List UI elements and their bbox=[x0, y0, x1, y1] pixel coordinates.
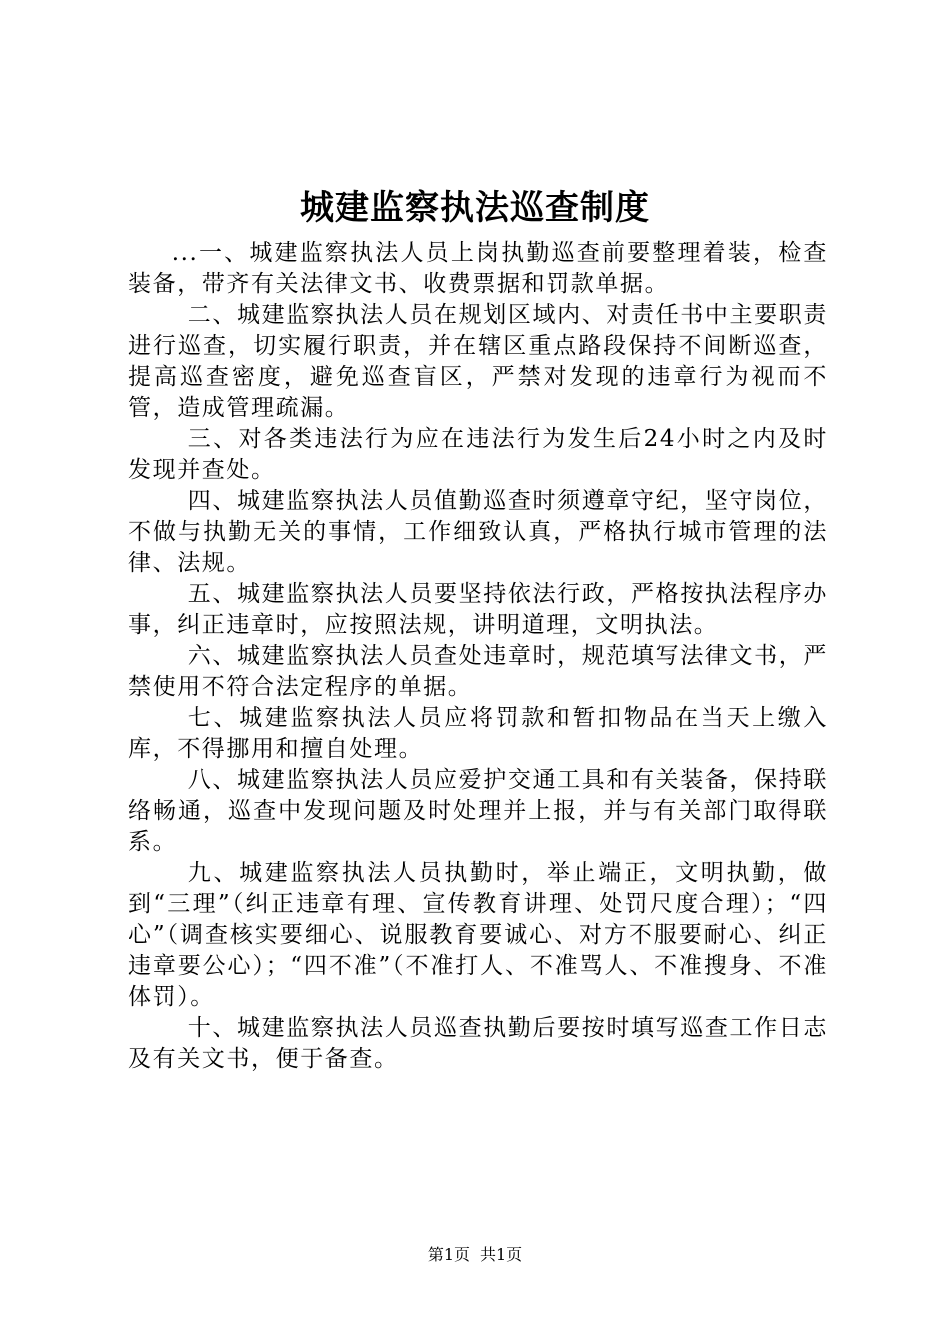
paragraph-1: ...一、城建监察执法人员上岗执勤巡查前要整理着装，检查装备，带齐有关法律文书、收费票据和罚款单据。 bbox=[128, 240, 828, 297]
paragraph-2: 二、城建监察执法人员在规划区域内、对责任书中主要职责进行巡查，切实履行职责，并在辖区重点路段保持不间断巡查，提高巡查密度，避免巡查盲区，严禁对发现的违章行为视而不管，造成管理疏漏。 bbox=[128, 302, 828, 421]
page-number: 第1页 bbox=[427, 1245, 470, 1264]
paragraph-4: 四、城建监察执法人员值勤巡查时须遵章守纪，坚守岗位，不做与执勤无关的事情，工作细致认真，严格执行城市管理的法律、法规。 bbox=[128, 488, 828, 576]
paragraph-5: 五、城建监察执法人员要坚持依法行政，严格按执法程序办事，纠正违章时，应按照法规，讲明道理，文明执法。 bbox=[128, 581, 828, 638]
paragraph-9: 九、城建监察执法人员执勤时，举止端正，文明执勤，做到“三理”（纠正违章有理、宣传教育讲理、处罚尺度合理）；“四心”（调查核实要细心、说服教育要诚心、对方不服要耐心、纠正违章要公心）；“四不准”（不准打人、不准骂人、不准搜身、不准体罚）。 bbox=[128, 860, 828, 1010]
document-title: 城建监察执法巡查制度 bbox=[300, 188, 650, 228]
document-body bbox=[128, 238, 828, 1075]
paragraph-8: 八、城建监察执法人员应爱护交通工具和有关装备，保持联络畅通，巡查中发现问题及时处理并上报，并与有关部门取得联系。 bbox=[128, 767, 828, 855]
paragraph-7: 七、城建监察执法人员应将罚款和暂扣物品在当天上缴入库，不得挪用和擅自处理。 bbox=[128, 705, 828, 762]
page-footer bbox=[0, 1244, 950, 1266]
paragraph-6: 六、城建监察执法人员查处违章时，规范填写法律文书，严禁使用不符合法定程序的单据。 bbox=[128, 643, 828, 700]
paragraph-3: 三、对各类违法行为应在违法行为发生后24小时之内及时发现并查处。 bbox=[128, 426, 828, 483]
page-total: 共1页 bbox=[480, 1245, 523, 1264]
paragraph-10: 十、城建监察执法人员巡查执勤后要按时填写巡查工作日志及有关文书，便于备查。 bbox=[128, 1015, 828, 1072]
